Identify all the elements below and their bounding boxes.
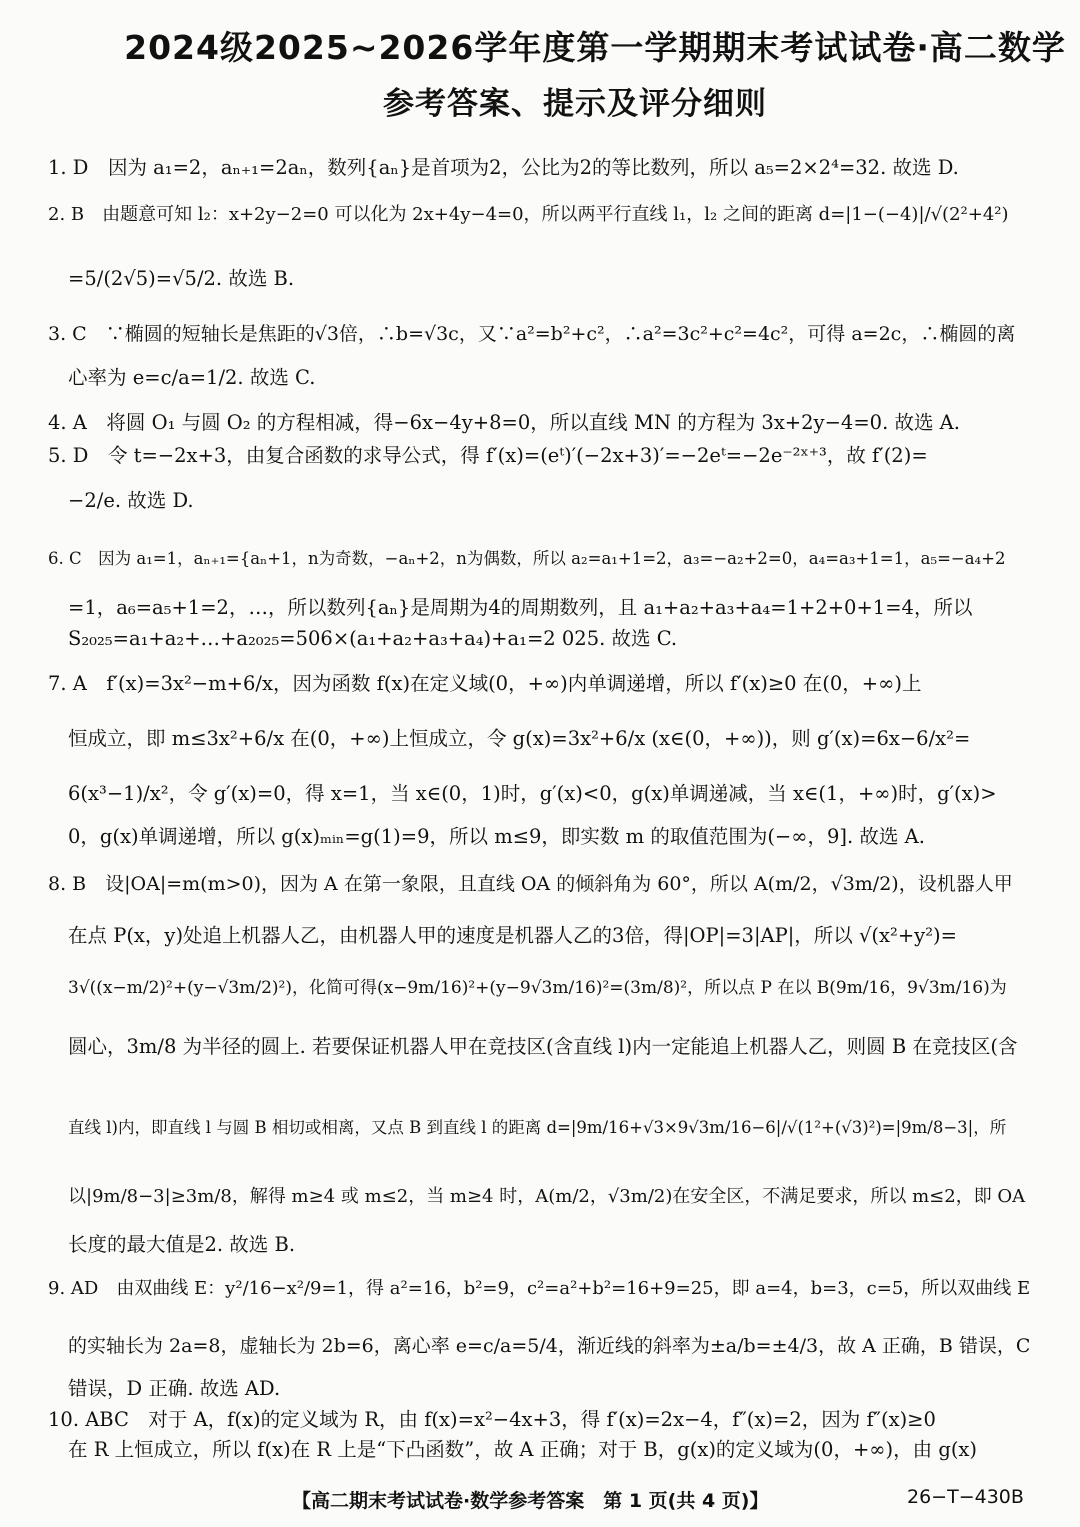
answer-line: 8. B 设|OA|=m(m>0)，因为 A 在第一象限，且直线 OA 的倾斜角为 60°，所以 A(m/2，√3m/2)，设机器人甲 (48, 873, 1013, 895)
answer-line: 圆心，3m/8 为半径的圆上. 若要保证机器人甲在竞技区(含直线 l)内一定能追上机器人乙，则圆 B 在竞技区(含 (68, 1035, 1018, 1058)
answer-line: =5/(2√5)=√5/2. 故选 B. (68, 267, 295, 290)
answer-line: 0，g(x)单调递增，所以 g(x)ₘᵢₙ=g(1)=9，所以 m≤9，即实数 m 的取值范围为(−∞，9]. 故选 A. (68, 825, 925, 848)
document-title: 2024级2025~2026学年度第一学期期末考试试卷·高二数学 (124, 28, 1066, 67)
answer-line: 1. D 因为 a₁=2，aₙ₊₁=2aₙ，数列{aₙ}是首项为2，公比为2的等比数列，所以 a₅=2×2⁴=32. 故选 D. (48, 156, 959, 179)
answer-line: 5. D 令 t=−2x+3，由复合函数的求导公式，得 f′(x)=(eᵗ)′(−2x+3)′=−2eᵗ=−2e⁻²ˣ⁺³，故 f′(2)= (48, 444, 928, 467)
answer-line: S₂₀₂₅=a₁+a₂+…+a₂₀₂₅=506×(a₁+a₂+a₃+a₄)+a₁=2 025. 故选 C. (68, 627, 678, 650)
answer-line: 在点 P(x，y)处追上机器人乙，由机器人甲的速度是机器人乙的3倍，得|OP|=3|AP|，所以 √(x²+y²)= (68, 924, 957, 947)
answer-line: 恒成立，即 m≤3x²+6/x 在(0，+∞)上恒成立，令 g(x)=3x²+6/x (x∈(0，+∞))，则 g′(x)=6x−6/x²= (68, 727, 971, 750)
answer-line: 以|9m/8−3|≥3m/8，解得 m≥4 或 m≤2，当 m≥4 时，A(m/2，√3m/2)在安全区，不满足要求，所以 m≤2，即 OA (68, 1186, 1026, 1207)
answer-line: 错误，D 正确. 故选 AD. (68, 1377, 281, 1400)
answer-line: 2. B 由题意可知 l₂：x+2y−2=0 可以化为 2x+4y−4=0，所以两平行直线 l₁，l₂ 之间的距离 d=|1−(−4)|/√(2²+4²) (48, 204, 1009, 225)
answer-line: =1，a₆=a₅+1=2，…，所以数列{aₙ}是周期为4的周期数列，且 a₁+a₂+a₃+a₄=1+2+0+1=4，所以 (68, 596, 973, 619)
answer-line: 4. A 将圆 O₁ 与圆 O₂ 的方程相减，得−6x−4y+8=0，所以直线 MN 的方程为 3x+2y−4=0. 故选 A. (48, 411, 960, 434)
answer-line: 6. C 因为 a₁=1，aₙ₊₁={aₙ+1，n为奇数，−aₙ+2，n为偶数，所以 a₂=a₁+1=2，a₃=−a₂+2=0，a₄=a₃+1=1，a₅=−a₄+2 (48, 549, 1006, 568)
answer-line: 6(x³−1)/x²，令 g′(x)=0，得 x=1，当 x∈(0，1)时，g′(x)<0，g(x)单调递减，当 x∈(1，+∞)时，g′(x)> (68, 782, 997, 805)
answer-line: 在 R 上恒成立，所以 f(x)在 R 上是“下凸函数”，故 A 正确；对于 B，g(x)的定义域为(0，+∞)，由 g(x) (68, 1438, 978, 1461)
answer-line: 的实轴长为 2a=8，虚轴长为 2b=6，离心率 e=c/a=5/4，渐近线的斜率为±a/b=±4/3，故 A 正确，B 错误，C (68, 1335, 1031, 1357)
answer-line: 7. A f′(x)=3x²−m+6/x，因为函数 f(x)在定义域(0，+∞)内单调递增，所以 f′(x)≥0 在(0，+∞)上 (48, 672, 922, 695)
answer-line: 10. ABC 对于 A，f(x)的定义域为 R，由 f(x)=x²−4x+3，得 f′(x)=2x−4，f″(x)=2，因为 f″(x)≥0 (48, 1408, 936, 1431)
document-subtitle: 参考答案、提示及评分细则 (383, 86, 767, 122)
answer-line: −2/e. 故选 D. (68, 489, 194, 512)
answer-line: 长度的最大值是2. 故选 B. (68, 1233, 296, 1256)
answer-line: 3. C ∵椭圆的短轴长是焦距的√3倍，∴b=√3c，又∵a²=b²+c²，∴a²=3c²+c²=4c²，可得 a=2c，∴椭圆的离 (48, 323, 1016, 345)
footer-code: 26−T−430B (907, 1486, 1024, 1508)
answer-line: 直线 l)内，即直线 l 与圆 B 相切或相离，又点 B 到直线 l 的距离 d=|9m/16+√3×9√3m/16−6|/√(1²+(√3)²)=|9m/8−3|，所 (68, 1118, 1007, 1137)
answer-line: 心率为 e=c/a=1/2. 故选 C. (68, 366, 316, 389)
answer-line: 3√((x−m/2)²+(y−√3m/2)²)，化简可得(x−9m/16)²+(y−9√3m/16)²=(3m/8)²，所以点 P 在以 B(9m/16，9√3m/16)为 (68, 978, 1007, 998)
answer-line: 9. AD 由双曲线 E：y²/16−x²/9=1，得 a²=16，b²=9，c²=a²+b²=16+9=25，即 a=4，b=3，c=5，所以双曲线 E (48, 1278, 1031, 1299)
footer-page-info: 【高二期末考试试卷·数学参考答案 第 1 页(共 4 页)】 (292, 1490, 769, 1512)
